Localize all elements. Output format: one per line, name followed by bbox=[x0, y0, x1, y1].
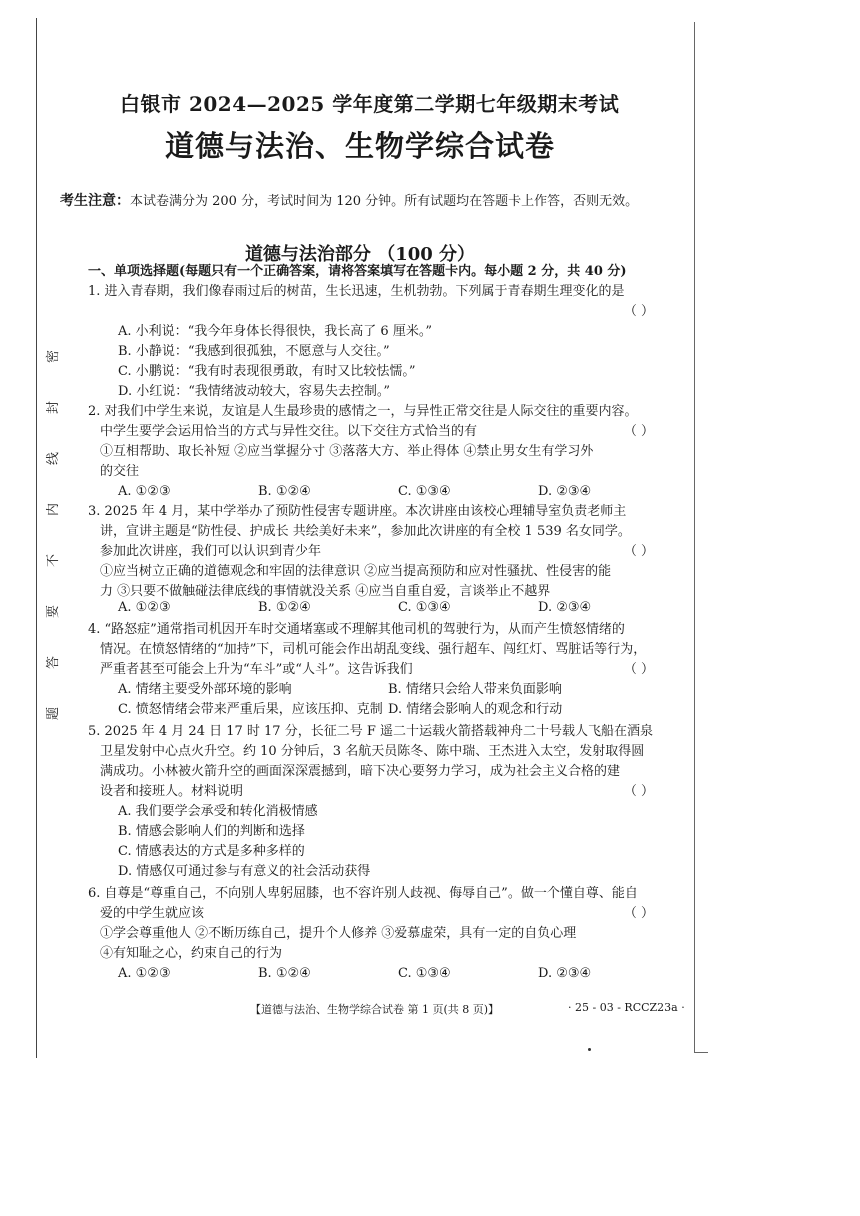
option: B. 小静说：“我感到很孤独，不愿意与人交往。” bbox=[118, 344, 390, 359]
statement-items: ①互相帮助、取长补短 ②应当掌握分寸 ③落落大方、举止得体 ④禁止男女生有学习外 bbox=[100, 444, 594, 459]
candidate-notice bbox=[60, 190, 680, 210]
notice-text: 本试卷满分为 200 分，考试时间为 120 分钟。所有试题均在答题卡上作答，否则无效。 bbox=[130, 194, 639, 209]
paper-code: · 25 - 03 - RCCZ23a · bbox=[568, 1001, 685, 1014]
question-stem: 2. 对我们中学生来说，友谊是人生最珍贵的感情之一，与异性正常交往是人际交往的重要内容。 bbox=[88, 404, 638, 419]
choice-a: A. ①②③ bbox=[118, 966, 171, 981]
binding-char: 题 bbox=[46, 706, 62, 721]
statement-items: 的交往 bbox=[100, 464, 140, 479]
choice-c: C. ①③④ bbox=[398, 600, 451, 615]
answer-paren: （ ） bbox=[623, 304, 654, 319]
question-5 bbox=[88, 722, 678, 882]
choice-b: B. ①②④ bbox=[258, 600, 311, 615]
page-footer: 【道德与法治、生物学综合试卷 第 1 页(共 8 页)】 bbox=[250, 1003, 500, 1016]
option: A. 小利说：“我今年身体长得很快，我长高了 6 厘米。” bbox=[118, 324, 432, 339]
margin-right-tick bbox=[694, 1052, 708, 1053]
option: C. 情感表达的方式是多种多样的 bbox=[118, 844, 305, 859]
choice-b: B. 情绪只会给人带来负面影响 bbox=[388, 682, 562, 697]
binding-margin-text bbox=[40, 350, 68, 720]
statement-items: 力 ③只要不做触碰法律底线的事情就没关系 ④应当自重自爱，言谈举止不越界 bbox=[100, 584, 551, 599]
statement-items: ①应当树立正确的道德观念和牢固的法律意识 ②应当提高预防和应对性骚扰、性侵害的能 bbox=[100, 564, 612, 579]
choice-d: D. ②③④ bbox=[538, 966, 592, 981]
question-stem: 6. 自尊是“尊重自己，不向别人卑躬屈膝，也不容许别人歧视、侮辱自己”。做一个懂自尊、能自 bbox=[88, 886, 638, 901]
question-stem: 爱的中学生就应该 bbox=[100, 906, 205, 921]
answer-paren: （ ） bbox=[623, 424, 654, 439]
choice-c: C. ①③④ bbox=[398, 484, 451, 499]
choice-a: A. 情绪主要受外部环境的影响 bbox=[118, 682, 292, 697]
question-stem: 严重者甚至可能会上升为“车斗”或“人斗”。这告诉我们 bbox=[100, 662, 413, 677]
answer-paren: （ ） bbox=[623, 544, 654, 559]
statement-items: ④有知耻之心，约束自己的行为 bbox=[100, 946, 283, 961]
choice-d: D. 情绪会影响人的观念和行动 bbox=[388, 702, 563, 717]
choices bbox=[118, 482, 658, 502]
margin-right-line bbox=[694, 22, 695, 1052]
option: D. 情感仅可通过参与有意义的社会活动获得 bbox=[118, 864, 371, 879]
paper-title: 道德与法治、生物学综合试卷 bbox=[164, 129, 555, 163]
question-stem: 参加此次讲座，我们可以认识到青少年 bbox=[100, 544, 322, 559]
question-stem: 卫星发射中心点火升空。约 10 分钟后，3 名航天员陈冬、陈中瑞、王杰进入太空，发射取得圆 bbox=[100, 744, 645, 759]
question-stem: 设者和接班人。材料说明 bbox=[100, 784, 244, 799]
part-heading: 一、单项选择题(每题只有一个正确答案，请将答案填写在答题卡内。每小题 2 分，共 40 分) bbox=[88, 264, 627, 279]
margin-left-line bbox=[36, 18, 37, 1058]
statement-items: ①学会尊重他人 ②不断历练自己，提升个人修养 ③爱慕虚荣，具有一定的自负心理 bbox=[100, 926, 577, 941]
question-stem: 5. 2025 年 4 月 24 日 17 时 17 分，长征二号 F 遥二十运载火箭搭载神舟二十号载人飞船在酒泉 bbox=[88, 724, 653, 739]
choice-d: D. ②③④ bbox=[538, 484, 592, 499]
answer-paren: （ ） bbox=[623, 662, 654, 677]
option: A. 我们要学会承受和转化消极情感 bbox=[118, 804, 318, 819]
binding-char: 线 bbox=[46, 451, 62, 466]
answer-paren: （ ） bbox=[623, 784, 654, 799]
choice-a: A. ①②③ bbox=[118, 484, 171, 499]
question-6 bbox=[88, 884, 678, 984]
question-stem: 3. 2025 年 4 月，某中学举办了预防性侵害专题讲座。本次讲座由该校心理辅导室负责老师主 bbox=[88, 504, 627, 519]
option: D. 小红说：“我情绪波动较大，容易失去控制。” bbox=[118, 384, 391, 399]
choices bbox=[118, 598, 658, 618]
binding-char: 不 bbox=[46, 553, 62, 568]
question-stem: 4. “路怒症”通常指司机因开车时交通堵塞或不理解其他司机的驾驶行为，从而产生愤怒情绪的 bbox=[88, 622, 625, 637]
question-4 bbox=[88, 620, 678, 720]
question-2 bbox=[88, 402, 678, 502]
exam-title: 白银市 2024—2025 学年度第二学期七年级期末考试 bbox=[120, 92, 620, 116]
notice-label: 考生注意： bbox=[60, 193, 130, 209]
choices bbox=[118, 964, 658, 984]
choice-a: A. ①②③ bbox=[118, 600, 171, 615]
choice-d: D. ②③④ bbox=[538, 600, 592, 615]
binding-char: 要 bbox=[46, 604, 62, 619]
section-title: 道德与法治部分 （100 分） bbox=[244, 244, 476, 265]
question-stem: 中学生要学会运用恰当的方式与异性交往。以下交往方式恰当的有 bbox=[100, 424, 478, 439]
choice-b: B. ①②④ bbox=[258, 966, 311, 981]
question-stem: 讲，宣讲主题是“防性侵、护成长 共绘美好未来”，参加此次讲座的有全校 1 539 名女同学。 bbox=[100, 524, 631, 539]
binding-char: 密 bbox=[46, 349, 62, 364]
choices bbox=[118, 680, 658, 700]
binding-char: 内 bbox=[46, 502, 62, 517]
binding-char: 答 bbox=[46, 655, 62, 670]
choices bbox=[118, 700, 658, 720]
choice-b: B. ①②④ bbox=[258, 484, 311, 499]
option: C. 小鹏说：“我有时表现很勇敢，有时又比较怯懦。” bbox=[118, 364, 416, 379]
choice-c: C. 愤怒情绪会带来严重后果，应该压抑、克制 bbox=[118, 702, 383, 717]
question-stem: 1. 进入青春期，我们像春雨过后的树苗，生长迅速，生机勃勃。下列属于青春期生理变化的是 bbox=[88, 284, 625, 299]
binding-char: 封 bbox=[46, 400, 62, 415]
question-stem: 满成功。小林被火箭升空的画面深深震撼到，暗下决心要努力学习，成为社会主义合格的建 bbox=[100, 764, 621, 779]
choice-c: C. ①③④ bbox=[398, 966, 451, 981]
scan-speck bbox=[588, 1048, 591, 1051]
question-stem: 情况。在愤怒情绪的“加持”下，司机可能会作出胡乱变线、强行超车、闯红灯、骂脏话等行为， bbox=[100, 642, 647, 657]
option: B. 情感会影响人们的判断和选择 bbox=[118, 824, 305, 839]
question-3 bbox=[88, 502, 678, 618]
answer-paren: （ ） bbox=[623, 906, 654, 921]
question-1 bbox=[88, 262, 678, 402]
